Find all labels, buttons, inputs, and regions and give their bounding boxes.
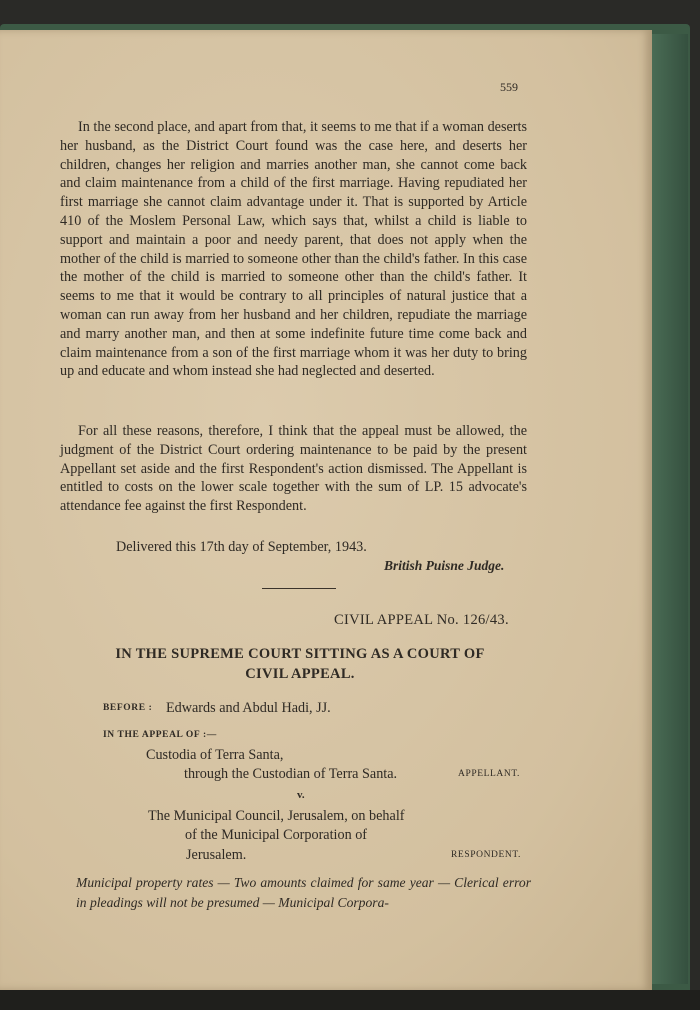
court-heading-line2: CIVIL APPEAL. [245, 666, 355, 682]
appellant-role: APPELLANT. [458, 769, 521, 779]
judgment-paragraph-1: In the second place, and apart from that, it seems to me that if a woman deserts her husband, as the District Court found was the case here, and deserts her children, changes her religion and marries another man, she cannot come back and claim maintenance from a child of the first marriage. Having repudiated her first marriage she cannot claim advantage under it. That is supported by Article 410 of the Moslem Personal Law, which says that, whilst a child is liable to support and maintain a poor and needy parent, that does not apply when the mother of the child is married to someone other than the child's father. In this case the mother of the child is married to someone other than the child's father. It seems to me that it would be contrary to all principles of natural justice that a woman can run away from her husband and her children, repudiate the marriage and marry another man, and then at some indefinite future time come back and claim maintenance from a son of the first marriage whom it was her duty to bring up and educate and whom instead she had neglected and deserted. [60, 119, 527, 380]
versus: v. [297, 789, 305, 801]
page-number: 559 [500, 80, 518, 94]
respondent-line3: Jerusalem. [186, 847, 247, 863]
judgment-paragraph-2: For all these reasons, therefore, I think that the appeal must be allowed, the judgment of the District Court ordering maintenance to be paid by the present Appellant set aside and the first Respondent's action dismissed. The Appellant is entitled to costs on the lower scale together with the sum of LP. 15 advocate's attendance fee against the first Respondent. [60, 423, 527, 515]
judge-signature: British Puisne Judge. [384, 558, 505, 573]
catchwords: Municipal property rates — Two amounts claimed for same year — Clerical error in pleadings will not be presumed — Municipal Corpora- [76, 875, 531, 910]
respondent-line2: of the Municipal Corporation of [185, 827, 368, 843]
book-spine-edge [648, 34, 688, 984]
section-divider [262, 588, 336, 589]
book-page [0, 30, 652, 990]
delivered-date: Delivered this 17th day of September, 1943. [116, 539, 367, 555]
appeal-of-label: IN THE APPEAL OF :— [103, 730, 217, 740]
respondent-line1: The Municipal Council, Jerusalem, on behalf [148, 808, 405, 824]
respondent-role: RESPONDENT. [451, 850, 522, 860]
court-heading-line1: IN THE SUPREME COURT SITTING AS A COURT OF [115, 646, 485, 662]
appellant-line1: Custodia of Terra Santa, [146, 747, 284, 763]
before-label: BEFORE : [103, 703, 153, 713]
appellant-line2: through the Custodian of Terra Santa. [184, 766, 398, 782]
case-number: CIVIL APPEAL No. 126/43. [334, 612, 509, 628]
before-judges: Edwards and Abdul Hadi, JJ. [166, 700, 331, 716]
court-heading [80, 644, 520, 684]
background-strip [0, 990, 700, 1010]
